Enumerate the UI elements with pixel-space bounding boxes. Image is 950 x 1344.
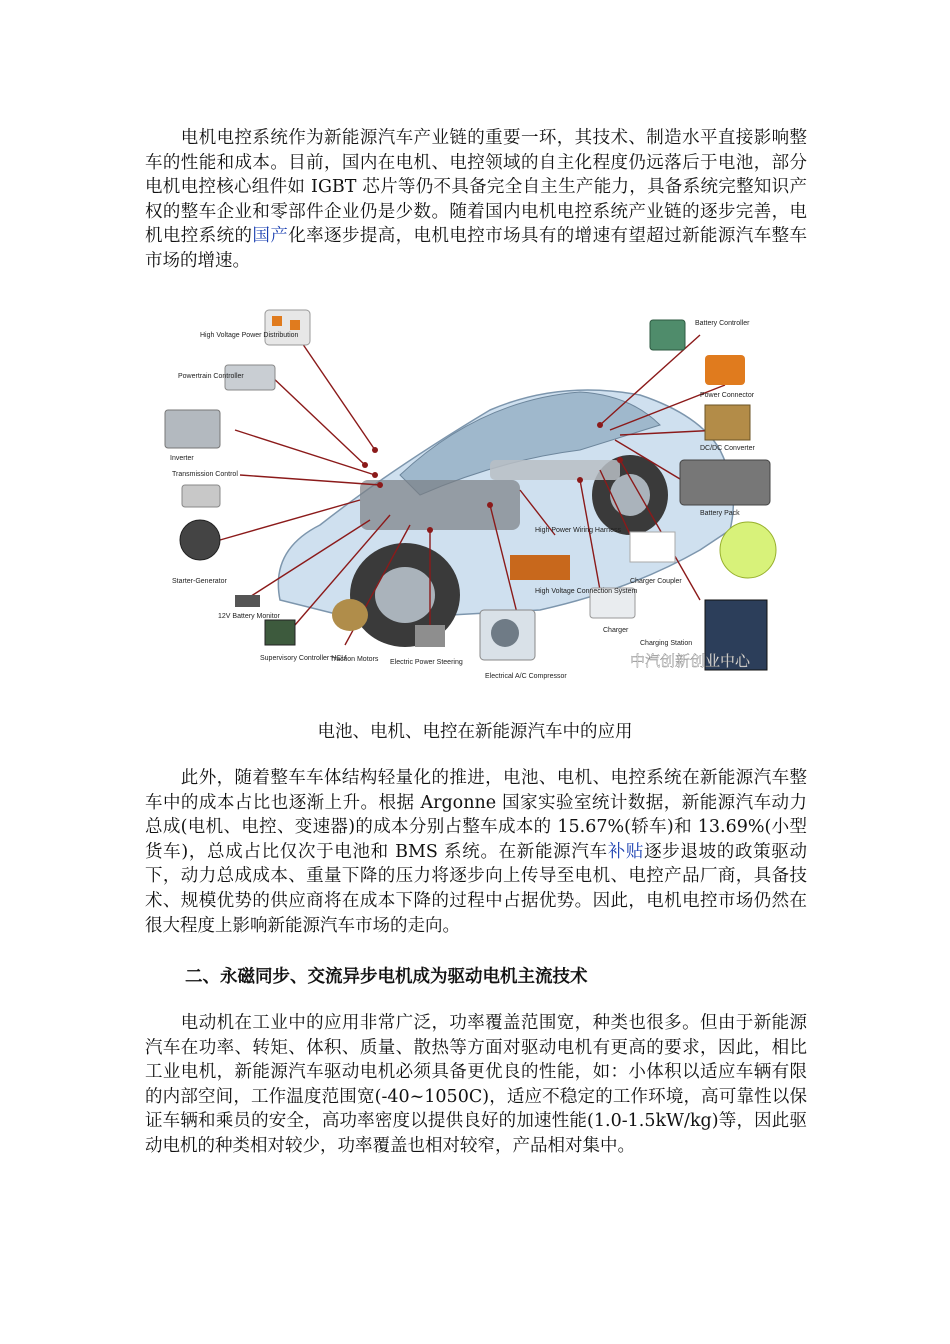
paragraph-intro: [145, 126, 807, 274]
label-supervisory-controller: Supervisory Controller HCU: [260, 655, 347, 662]
link-butie[interactable]: 补贴: [607, 841, 645, 862]
label-transmission-control: Transmission Control: [172, 471, 238, 478]
label-hv-power-distribution: High Voltage Power Distribution: [200, 332, 299, 339]
label-battery-monitor: 12V Battery Monitor: [218, 613, 280, 620]
paragraph-text: 逐步退坡的政策驱动下，动力总成成本、重量下降的压力将逐步向上传导至电机、电控产品厂商，具备技术、规模优势的供应商将在成本下降的过程中占据优势。因此，电机电控市场仍然在很大程度上影响新能源汽车市场的走向。: [145, 841, 808, 936]
label-ac-compressor: Electrical A/C Compressor: [485, 673, 567, 680]
paragraph-cost: [145, 766, 807, 938]
section-heading: 二、永磁同步、交流异步电机成为驱动电机主流技术: [185, 967, 588, 987]
label-inverter: Inverter: [170, 455, 194, 462]
label-starter-generator: Starter-Generator: [172, 578, 227, 585]
label-battery-pack: Battery Pack: [700, 510, 740, 517]
label-traction-motors: Traction Motors: [330, 656, 379, 663]
link-guochan[interactable]: 国产: [252, 226, 289, 247]
label-wiring-harness: High Power Wiring Harness: [535, 527, 621, 534]
ev-components-figure: [160, 300, 790, 695]
label-power-steering: Electric Power Steering: [390, 659, 463, 666]
paragraph-text: 此外，随着整车车体结构轻量化的推进，电池、电机、电控系统在新能源汽车整车中的成本占比也逐渐上升。根据 Argonne 国家实验室统计数据，新能源汽车动力总成(电机、电控、变速器)的成本分别占整车成本的 15.67%(轿车)和 13.69%(小型货车)，总成占比仅次于电池和 BMS 系统。在新能源汽车: [145, 768, 807, 862]
paragraph-motor: 电动机在工业中的应用非常广泛，功率覆盖范围宽，种类也很多。但由于新能源汽车在功率、转矩、体积、质量、散热等方面对驱动电机有更高的要求，因此，相比工业电机，新能源汽车驱动电机必须具备更优良的性能，如：小体积以适应车辆有限的内部空间，工作温度范围宽(-40~1050C)，适应不稳定的工作环境，高可靠性以保证车辆和乘员的安全，高功率密度以提供良好的加速性能(1.0-1.5kW/kg)等，因此驱动电机的种类相对较少，功率覆盖也相对较窄，产品相对集中。: [145, 1013, 807, 1156]
ev-components-diagram: [160, 300, 790, 695]
label-charging-station: Charging Station: [640, 640, 693, 647]
label-charger: Charger: [603, 627, 629, 634]
label-battery-controller: Battery Controller: [695, 320, 750, 327]
paragraph-text: 化率逐步提高，电机电控市场具有的增速有望超过新能源汽车整车市场的增速。: [145, 226, 808, 271]
watermark-text: 中汽创新创业中心: [630, 652, 751, 670]
label-dcdc-converter: DC/DC Converter: [700, 445, 755, 452]
figure-caption: 电池、电机、电控在新能源汽车中的应用: [317, 722, 633, 742]
label-power-connector: Power Connector: [700, 392, 755, 399]
paragraph-text: 电机电控系统作为新能源汽车产业链的重要一环，其技术、制造水平直接影响整车的性能和成本。目前，国内在电机、电控领域的自主化程度仍远落后于电池，部分电机电控核心组件如 IGBT 芯片等仍不具备完全自主生产能力，具备系统完整知识产权的整车企业和零部件企业仍是少数。随着国内电机电控系统产业链的逐步完善，电机电控系统的: [145, 128, 807, 247]
label-hv-connection: High Voltage Connection System: [535, 588, 638, 595]
label-charger-coupler: Charger Coupler: [630, 578, 682, 585]
label-powertrain-controller: Powertrain Controller: [178, 373, 244, 380]
